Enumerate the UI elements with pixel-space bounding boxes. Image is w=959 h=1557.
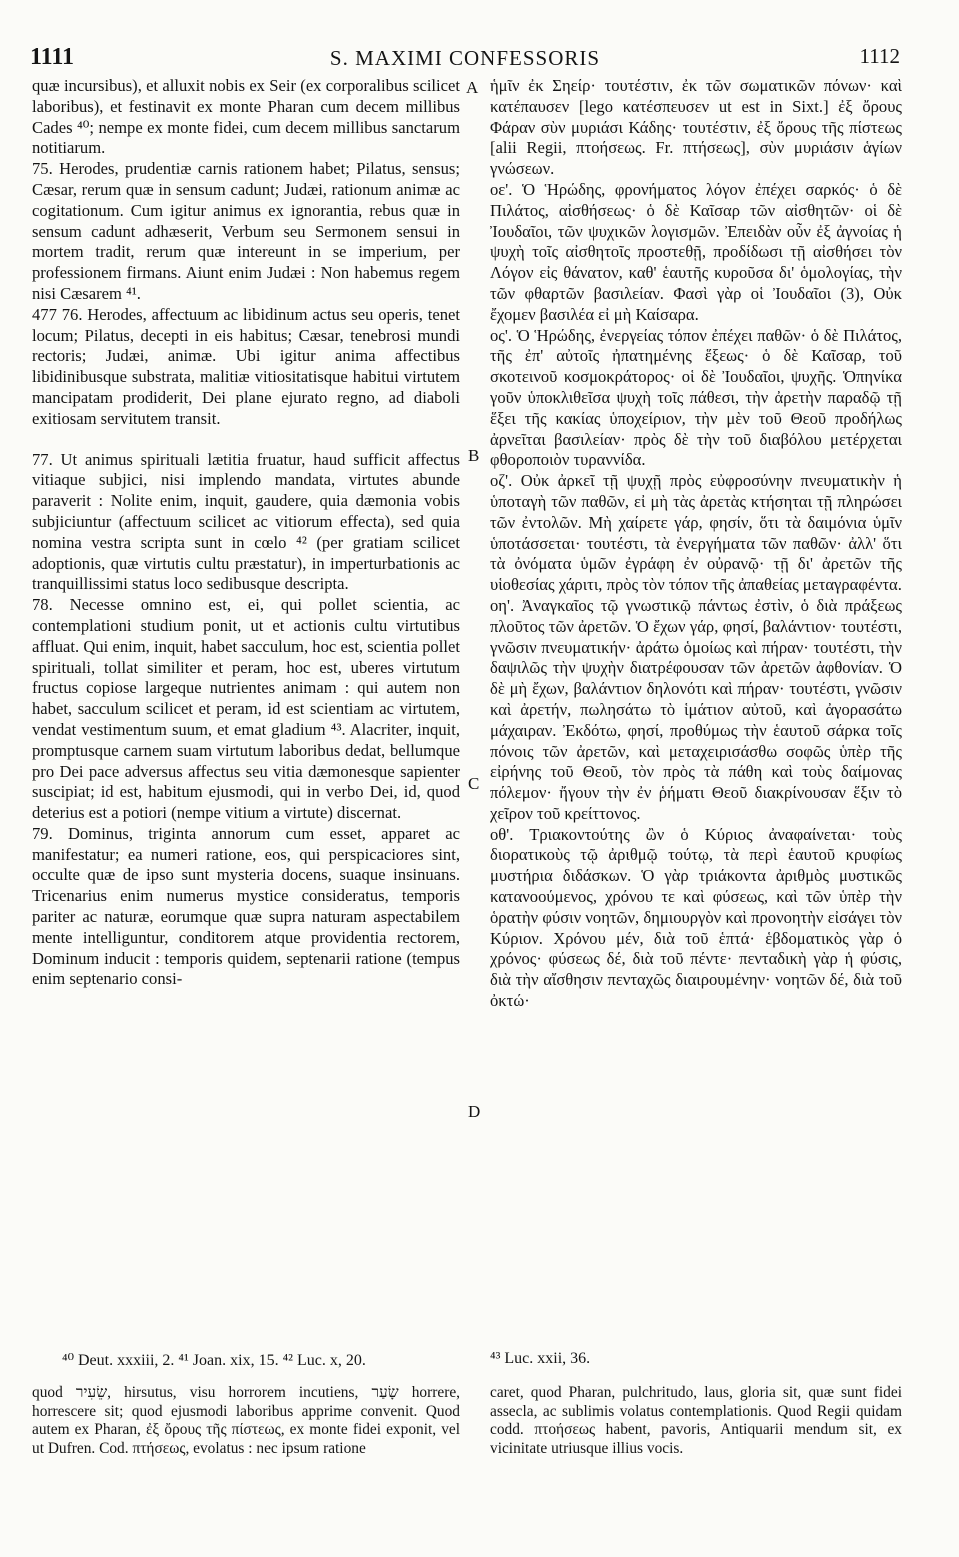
notes-left: quod שֵׂעִיר, hirsutus, visu horrorem incutiens, שָׂעַר horrere, horrescere sit; quod ejusmodi laboribus apprime convenit. Quod autem ex Pharan, ἐξ ὄρους τῆς πίστεως, ex monte fidei exponit, vel ut Dufren. Cod. πτήσεως, evolatus : nec ipsum ratione xyxy=(32,1384,460,1457)
page-number-left: 1111 xyxy=(30,44,75,70)
footnotes-right: ⁴³ Luc. xxii, 36. xyxy=(490,1350,591,1367)
latin-paragraph-75: 75. Herodes, prudentiæ carnis rationem habet; Pilatus, sensus; Cæsar, rerum quæ in sensum cadunt; Judæi, rationum animæ ac cogitationum. Cum igitur animus ex ignorantia, rebus quæ in sensum cadunt adhæserit, Verbum seu Sermonem sensui in mortem tradit, rerum quæ intereunt in se imperium, per professionem firmans. Aiunt enim Judæi : Non habemus regem nisi Cæsarem ⁴¹. xyxy=(32,159,460,303)
margin-letter-d: D xyxy=(468,1102,481,1121)
greek-paragraph-intro: ἡμῖν ἐκ Σηείρ· τουτέστιν, ἐκ τῶν σωματικῶν πόνων· καὶ κατέπαυσεν [lego κατέσπευσεν ut est in Sixt.] ἐξ ὄρους Φάραν σὺν μυριάσι Κάδης· τουτέστιν, ἐξ ὄρους τῆς πίστεως [alii Regii, πτοήσεως. Fr. πτήσεως], σὺν μυριάσιν ἁγίων γνώσεων. xyxy=(490,76,902,179)
latin-column xyxy=(32,76,460,990)
margin-letter-a: A xyxy=(466,78,479,97)
greek-paragraph-75: οε'. Ὁ Ἡρώδης, φρονήματος λόγον ἐπέχει σαρκός· ὁ δὲ Πιλάτος, αἰσθήσεως· ὁ δὲ Καῖσαρ τῶν αἰσθητῶν· οἱ δὲ Ἰουδαῖοι, τῶν ψυχικῶν λογισμῶν. Ἐπειδὰν οὖν ἐξ ἀγνοίας ἡ ψυχὴ τοῖς αἰσθητοῖς προστεθῇ, προδίδωσι τῇ αἰσθήσει τὸν Λόγον εἰς θάνατον, καθ' ἑαυτῆς κυροῦσα δι' ὁμολογίας, τὴν τῶν φθαρτῶν βασιλείαν. Φασὶ γὰρ οἱ Ἰουδαῖοι (3), Οὐκ ἔχομεν βασιλέα εἰ μὴ Καίσαρα. xyxy=(490,179,902,324)
margin-letter-b: B xyxy=(468,446,480,465)
page-header xyxy=(30,44,900,74)
margin-letter-c: C xyxy=(468,774,480,793)
greek-paragraph-77: οζ'. Οὐκ ἀρκεῖ τῇ ψυχῇ πρὸς εὐφροσύνην πνευματικὴν ἡ ὑποταγὴ τῶν παθῶν, εἰ μὴ τὰς ἀρετὰς κτήσηται τῇ πληρώσει τῶν ἐντολῶν. Μὴ χαίρετε γάρ, φησίν, ὅτι τὰ δαιμόνια ὑμῖν ὑποτάσσεται· τουτέστι, τὰ ἐνεργήματα τῶν παθῶν· ἀλλ' ὅτι τὰ ὀνόματα ὑμῶν ἐγράφη ἐν οὐρανῷ· τῇ δι' ἀρετῶν τῆς υἱοθεσίας χάριτι, πρὸς τὸν τόπον τῆς ἀπαθείας μεταγραφέντα. xyxy=(490,471,902,595)
footnotes-left: ⁴⁰ Deut. xxxiii, 2. ⁴¹ Joan. xix, 15. ⁴² Luc. x, 20. xyxy=(62,1352,366,1369)
page-number-right: 1112 xyxy=(859,44,900,68)
greek-column xyxy=(490,76,902,1012)
latin-paragraph-77: 77. Ut animus spirituali lætitia fruatur, haud sufficit affectus vitiaque subjici, nisi implendo mandata, virtutes abunde paraverit : Nolite enim, inquit, gaudere, quia dæmonia vobis subjiciuntur (affectuum scilicet ac vitiorum effecta), sed quia nomina vestra scripta sunt in cœlo ⁴² (per gratiam scilicet adoptionis, quæ virtutis cultu præstatur), in imperturbationis ac tranquillissimi status loco sedibusque descripta. xyxy=(32,449,460,594)
running-title: S. MAXIMI CONFESSORIS xyxy=(329,46,601,70)
latin-paragraph-79: 79. Dominus, triginta annorum cum esset, apparet ac manifestatur; ea numeri ratione, eos, qui perspicaciores sint, occulte quæ de ipso sunt mysteria docens, suaque insinuans. Tricenarius enim numerus mystice consideratus, temporis pariter ac naturæ, eorumque quæ supra naturam aspectabilem mente intelliguntur, conditorem atque providentia rectorem, Dominum inducit : temporis quidem, septenarii ratione (tempus enim septenario consi- xyxy=(32,823,460,989)
notes-right: caret, quod Pharan, pulchritudo, laus, gloria sit, quæ sunt fidei assecla, ac sublimis volatus contemplationis. Quod Regii quidam codd. πτοήσεως habent, pavoris, Antiquarii mendum sit, ex vicinitate utriusque illius vocis. xyxy=(490,1384,902,1457)
latin-paragraph-intro: quæ incursibus), et alluxit nobis ex Seir (ex corporalibus scilicet laboribus), et festinavit ex monte Pharan cum decem millibus Cades ⁴⁰; nempe ex monte fidei, cum decem millibus sanctarum notitiarum. xyxy=(32,76,460,158)
latin-paragraph-76: 477 76. Herodes, affectuum ac libidinum actus seu operis, tenet locum; Pilatus, decepti in eis habitus; Cæsar, tenebrosi mundi rectoris; Judæi, animæ. Ubi igitur anima affectibus libidinibusque substrata, malitiæ vitiositatisque habitui virtutem mancipatam prodiderit, Dei plane ejurato regno, ad diaboli exitiosam servitutem transit. xyxy=(32,304,460,428)
latin-paragraph-78: 78. Necesse omnino est, ei, qui pollet scientia, ac contemplationi studium ponit, ut et actionis cultu virtutibus affluat. Qui enim, inquit, habet sacculum, hoc est, scientia pollet spirituali, tollat similiter et peram, hoc est, uberes virtutum fructus copiose largeque nutrientes animam : qui autem non habet, sacculum scilicet et peram, id est scientiam ac virtutem, vendat vestimentum suum, et emat gladium ⁴³. Alacriter, inquit, promptusque carnem suam virtutum laboribus dedat, bellumque pro Dei pace adversus affectus seu vitia dæmonesque sapienter suscipiat; id est, habitum ejusmodi, qui in verbo Dei, id, quod deterius est a potiori (nempe vitium a virtute) discernat. xyxy=(32,595,460,823)
greek-paragraph-76: ος'. Ὁ Ἡρώδης, ἐνεργείας τόπον ἐπέχει παθῶν· ὁ δὲ Πιλάτος, τῆς ἐπ' αὐτοῖς ἠπατημένης ἕξεως· ὁ δὲ Καῖσαρ, τοῦ σκοτεινοῦ κοσμοκράτορος· οἱ δὲ Ἰουδαῖοι, ψυχῆς. Ὁπηνίκα γοῦν ὑποκλιθεῖσα ψυχὴ τοῖς πάθεσι, τὴν ἀρετὴν παραδῷ τῇ ἕξει τῆς κακίας ὑποχείριον, τὴν μὲν τοῦ Θεοῦ προδήλως ἀρνεῖται βασιλείαν· πρὸς δὲ τὴν τοῦ διαβόλου μετέρχεται φθοροποιὸν τυραννίδα. xyxy=(490,325,902,470)
greek-paragraph-79: οθ'. Τριακοντούτης ὢν ὁ Κύριος ἀναφαίνεται· τοὺς διορατικοὺς τῷ ἀριθμῷ τούτῳ, τὰ περὶ ἑαυτοῦ κρυφίως μυστήρια διδάσκων. Ὁ γὰρ τριάκοντα ἀριθμὸς μυστικῶς κατανοούμενος, χρόνου τε καὶ φύσεως, καὶ τῶν ὑπὲρ τὴν ὁρατὴν φύσιν νοητῶν, δημιουργὸν καὶ προνοητὴν εἰσάγει τὸν Κύριον. Χρόνου μέν, διὰ τοῦ ἑπτά· ἑβδοματικὸς γὰρ ὁ χρόνος· φύσεως δέ, διὰ τοῦ πέντε· πενταδικὴ γὰρ ἡ φύσις, διὰ τὴν αἴσθησιν πενταχῶς διαιρουμένην· νοητῶν δέ, διὰ τοῦ ὀκτώ· xyxy=(490,824,902,1011)
greek-paragraph-78: οη'. Ἀναγκαῖος τῷ γνωστικῷ πάντως ἐστὶν, ὁ διὰ πράξεως πλοῦτος τῶν ἀρετῶν. Ὁ ἔχων γάρ, φησί, βαλάντιον· τουτέστι, γνῶσιν πνευματικήν· ἀράτω ὁμοίως καὶ πήραν· τουτέστι, τὴν δαψιλῶς τὴν ψυχὴν διατρέφουσαν τῶν ἀρετῶν ἀφθονίαν. Ὁ δὲ μὴ ἔχων, βαλάντιον δηλονότι καὶ πήραν· τουτέστι, γνῶσιν καὶ ἀρετήν, πωλησάτω τὸ ἱμάτιον αὐτοῦ, καὶ ἀγορασάτω μάχαιραν. Ἐκδότω, φησί, προθύμως τὴν ἑαυτοῦ σάρκα τοῖς πόνοις τῶν ἀρετῶν, καὶ μεταχειρισάσθω σοφῶς ὑπὲρ τῆς εἰρήνης τοῦ Θεοῦ, τὸν πρὸς τὰ πάθη καὶ τοὺς δαίμονας πόλεμον· ἤγουν τὴν ἐν ῥήματι Θεοῦ διακρίνουσαν ἕξιν τὸ χεῖρον τοῦ κρείττονος. xyxy=(490,595,902,823)
